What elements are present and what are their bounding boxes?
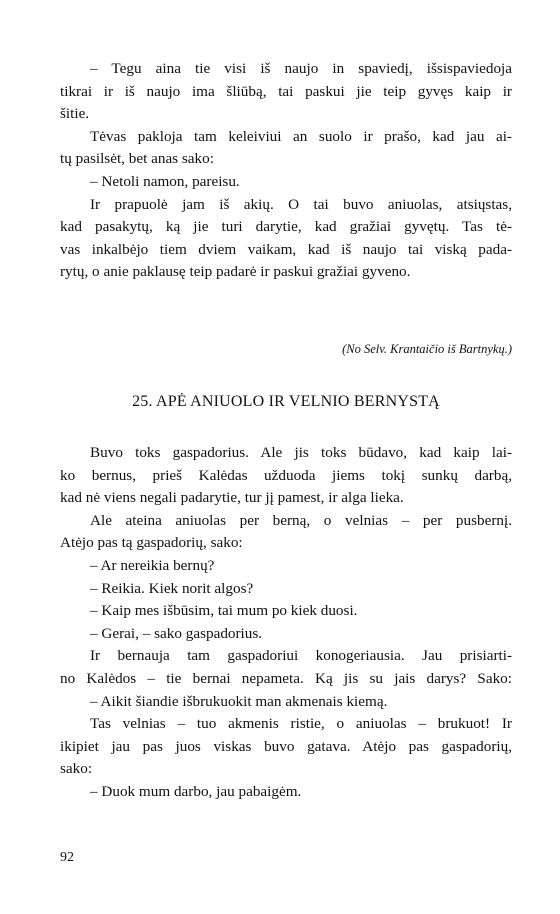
story-continuation-text: [60, 58, 512, 284]
text-line: – Kaip mes išbūsim, tai mum po kiek duosi.: [90, 602, 358, 620]
page-number: 92: [60, 850, 74, 865]
text-line: sako:: [60, 760, 93, 778]
text-line: Ir bernauja tam gaspadoriui konogeriausia. Jau prisiarti-: [90, 647, 512, 665]
text-line: Ir prapuolė jam iš akių. O tai buvo aniuolas, atsiųstas,: [90, 195, 512, 213]
text-line: tų pasilsėt, bet anas sako:: [60, 150, 214, 168]
text-line: Atėjo pas tą gaspadorių, sako:: [60, 534, 243, 552]
text-line: – Aikit šiandie išbrukuokit man akmenais kiemą.: [90, 692, 388, 710]
text-line: – Tegu aina tie visi iš naujo in spaviedį, išsispaviedoja: [90, 60, 512, 77]
text-line: šitie.: [60, 105, 90, 123]
text-line: Tėvas pakloja tam keleiviui an suolo ir prašo, kad jau ai-: [90, 127, 512, 145]
text-line: Ale ateina aniuolas per berną, o velnias – per pusbernį.: [90, 511, 512, 529]
source-attribution: (No Selv. Krantaičio iš Bartnykų.): [342, 342, 512, 356]
text-line: Buvo toks gaspadorius. Ale jis toks būdavo, kad kaip lai-: [90, 444, 512, 461]
text-line: rytų, o anie paklausę teip padarė ir paskui gražiai gyveno.: [60, 263, 411, 281]
text-line: Tas velnias – tuo akmenis ristie, o aniuolas – brukuot! Ir: [90, 715, 512, 733]
text-line: – Netoli namon, pareisu.: [90, 172, 240, 190]
text-line: tikrai ir iš naujo ima šliūbą, tai paskui jie teip gyvęs kaip ir: [60, 82, 512, 100]
text-line: – Ar nereikia bernų?: [90, 556, 215, 574]
text-line: ko bernus, prieš Kalėdas užduoda jiems tokį sunkų darbą,: [60, 466, 512, 484]
text-line: kad pasakytų, ką jie turi darytie, kad gražiai gyvętų. Tas tė-: [60, 218, 512, 236]
chapter-heading: 25. APĖ ANIUOLO IR VELNIO BERNYSTĄ: [132, 393, 440, 410]
text-line: no Kalėdos – tie bernai nepameta. Ką jis su jais darys? Sako:: [60, 669, 512, 687]
text-line: – Gerai, – sako gaspadorius.: [90, 624, 263, 642]
text-line: – Duok mum darbo, jau pabaigėm.: [90, 782, 302, 800]
chapter-body-text: [60, 442, 512, 804]
text-line: ikipiet jau pas juos viskas buvo gatava. Atėjo pas gaspadorių,: [60, 737, 512, 755]
text-line: kad nė viens negali padarytie, tur jį pamest, ir alga lieka.: [60, 489, 404, 507]
text-line: vas inkalbėjo tiem dviem vaikam, kad iš naujo tai viską pada-: [60, 240, 512, 258]
text-line: – Reikia. Kiek norit algos?: [90, 579, 254, 597]
